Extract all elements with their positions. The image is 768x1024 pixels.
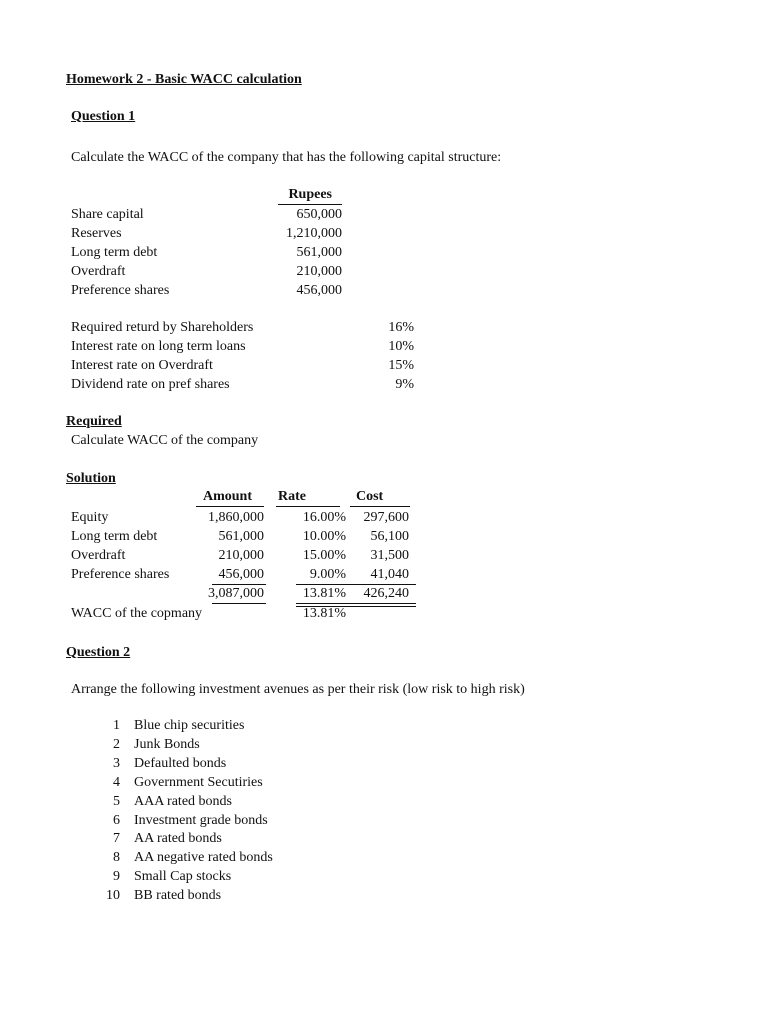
amount-header-underline [196,506,264,507]
capital-label: Overdraft [71,264,126,279]
total-amount: 3,087,000 [208,586,264,601]
list-item: Blue chip securities [134,718,245,733]
rate-label: Interest rate on Overdraft [71,358,213,373]
solution-row-amount: 456,000 [218,567,264,582]
rate-value: 16% [388,320,414,335]
list-item-number: 1 [113,718,120,733]
capital-label: Reserves [71,226,122,241]
capital-value: 650,000 [296,207,342,222]
solution-row-amount: 210,000 [218,548,264,563]
capital-header-underline [278,204,342,205]
amount-total-rule [212,584,266,585]
rate-value: 9% [395,377,414,392]
list-item-number: 3 [113,756,120,771]
rate-cost-total-rule [296,584,416,585]
solution-row-label: Overdraft [71,548,126,563]
solution-header-amount: Amount [202,489,252,504]
amount-total-underline [212,603,266,604]
list-item-number: 2 [113,737,120,752]
solution-heading: Solution [66,471,116,486]
solution-row-amount: 1,860,000 [208,510,264,525]
list-item-number: 8 [113,850,120,865]
list-item: AAA rated bonds [134,794,232,809]
list-item-number: 4 [113,775,120,790]
list-item: Small Cap stocks [134,869,232,884]
required-heading: Required [66,414,122,429]
solution-row-cost: 41,040 [370,567,409,582]
solution-row-rate: 9.00% [309,567,346,582]
list-item: AA rated bonds [134,831,222,846]
solution-header-rate: Rate [278,489,306,504]
capital-value: 1,210,000 [286,226,342,241]
solution-row-cost: 297,600 [363,510,409,525]
list-item-number: 5 [113,794,120,809]
list-item: Investment grade bonds [134,813,268,828]
capital-value: 210,000 [296,264,342,279]
total-rate: 13.81% [302,586,346,601]
page-title: Homework 2 - Basic WACC calculation [66,72,302,87]
required-text: Calculate WACC of the company [71,433,259,448]
rate-header-underline [276,506,340,507]
question-2-prompt: Arrange the following investment avenues as per their risk (low risk to high risk) [71,682,525,697]
capital-header-rupees: Rupees [288,187,332,202]
total-cost: 426,240 [363,586,409,601]
solution-row-rate: 16.00% [302,510,346,525]
list-item-number: 10 [106,888,120,903]
solution-row-rate: 10.00% [302,529,346,544]
capital-label: Share capital [71,207,144,222]
capital-value: 456,000 [296,283,342,298]
list-item: BB rated bonds [134,888,222,903]
solution-row-label: Equity [71,510,109,525]
rate-value: 10% [388,339,414,354]
solution-row-cost: 56,100 [370,529,409,544]
wacc-label: WACC of the copmany [71,606,203,621]
wacc-value: 13.81% [302,606,346,621]
solution-row-rate: 15.00% [302,548,346,563]
solution-row-cost: 31,500 [370,548,409,563]
cost-header-underline [350,506,410,507]
capital-label: Preference shares [71,283,170,298]
question-2-heading: Question 2 [66,645,131,660]
list-item-number: 7 [113,831,120,846]
solution-row-amount: 561,000 [218,529,264,544]
rate-label: Dividend rate on pref shares [71,377,230,392]
list-item: Defaulted bonds [134,756,227,771]
solution-header-cost: Cost [356,489,384,504]
solution-row-label: Preference shares [71,567,170,582]
rate-label: Required returd by Shareholders [71,320,254,335]
question-1-heading: Question 1 [71,109,136,124]
capital-label: Long term debt [71,245,158,260]
total-double-rule-top [296,603,416,604]
list-item: Government Secutiries [134,775,263,790]
rate-value: 15% [388,358,414,373]
list-item: Junk Bonds [134,737,200,752]
capital-value: 561,000 [296,245,342,260]
question-1-prompt: Calculate the WACC of the company that has the following capital structure: [71,150,502,165]
list-item-number: 6 [113,813,120,828]
list-item: AA negative rated bonds [134,850,273,865]
list-item-number: 9 [113,869,120,884]
rate-label: Interest rate on long term loans [71,339,246,354]
solution-row-label: Long term debt [71,529,158,544]
